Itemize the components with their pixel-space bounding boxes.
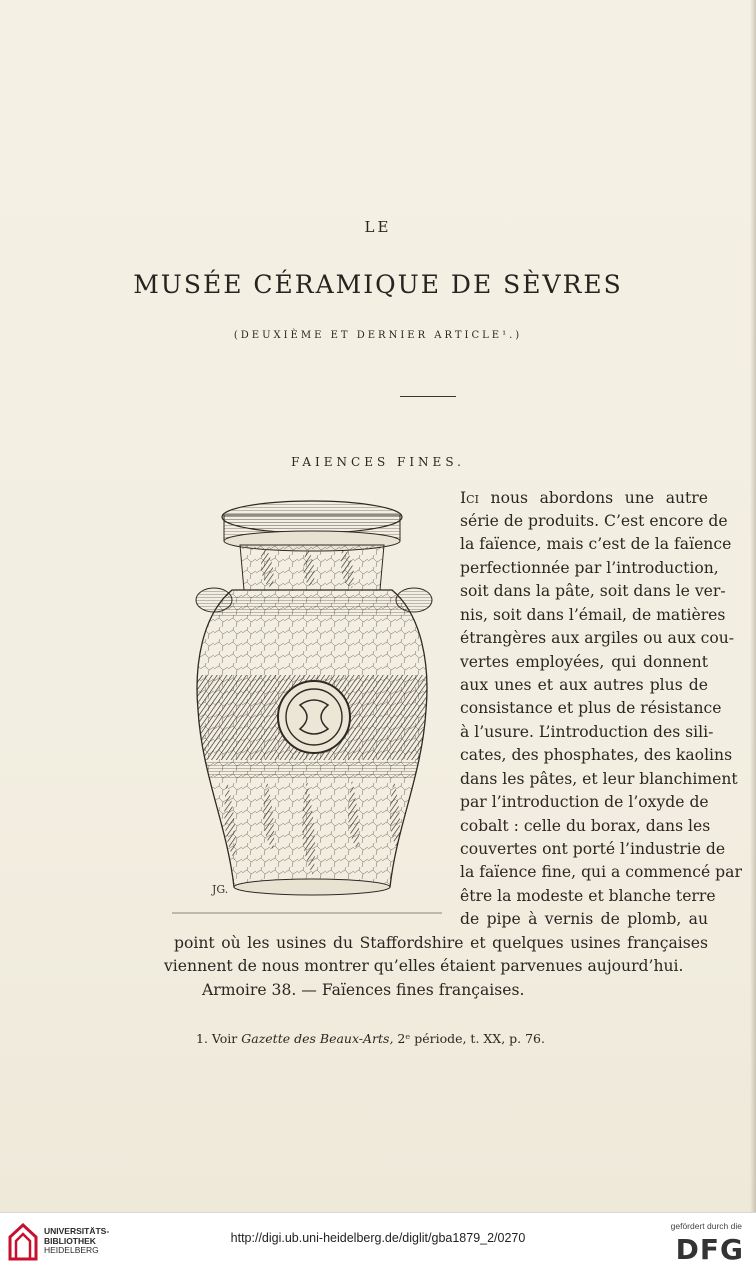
body-line: vertes employées, qui donnent: [460, 653, 708, 671]
university-name[interactable]: UNIVERSITÄTS- BIBLIOTHEK HEIDELBERG: [44, 1226, 110, 1255]
section-heading: FAIENCES FINES.: [291, 455, 465, 469]
funding-note: gefördert durch die: [670, 1221, 742, 1231]
viewer-footer: [0, 1212, 756, 1270]
body-line: Ici nous abordons une autre: [460, 489, 708, 507]
vase-illustration: [172, 495, 462, 925]
title-divider: [400, 396, 456, 397]
body-line: dans les pâtes, et leur blanchiment: [460, 770, 738, 788]
body-line: de pipe à vernis de plomb, au: [460, 910, 708, 928]
body-line: cobalt : celle du borax, dans les: [460, 817, 711, 835]
body-line: la faïence fine, qui a commencé par: [460, 863, 742, 881]
permalink-url[interactable]: http://digi.ub.uni-heidelberg.de/diglit/gba1879_2/0270: [230, 1231, 526, 1245]
body-line: couvertes ont porté l’industrie de: [460, 840, 726, 858]
drop-cap: Ici: [460, 489, 479, 507]
body-line: consistance et plus de résistance: [460, 699, 722, 717]
footnote: 1. Voir Gazette des Beaux-Arts, 2ᵉ période, t. XX, p. 76.: [196, 1031, 545, 1046]
engraver-signature: JG.: [212, 883, 229, 896]
body-line: par l’introduction de l’oxyde de: [460, 793, 709, 811]
body-line: étrangères aux argiles ou aux cou-: [460, 629, 735, 647]
body-line: cates, des phosphates, des kaolins: [460, 746, 733, 764]
heading-le: LE: [364, 218, 392, 236]
body-line: nis, soit dans l’émail, de matières: [460, 606, 726, 624]
body-line: être la modeste et blanche terre: [460, 887, 716, 905]
body-line: perfectionnée par l’introduction,: [460, 559, 719, 577]
armoire-caption: Armoire 38. — Faïences fines françaises.: [202, 981, 525, 999]
article-title: MUSÉE CÉRAMIQUE DE SÈVRES: [133, 270, 623, 299]
body-line: à l’usure. L’introduction des sili-: [460, 723, 714, 741]
body-line: la faïence, mais c’est de la faïence: [460, 535, 732, 553]
body-line: viennent de nous montrer qu’elles étaient parvenues aujourd’hui.: [164, 957, 684, 975]
body-line: aux unes et aux autres plus de: [460, 676, 708, 694]
body-line: soit dans la pâte, soit dans le ver-: [460, 582, 726, 600]
dfg-logo[interactable]: DFG: [675, 1233, 744, 1266]
body-line: série de produits. C’est encore de: [460, 512, 728, 530]
article-subtitle: (DEUXIÈME ET DERNIER ARTICLE¹.): [233, 330, 523, 341]
body-line: point où les usines du Staffordshire et quelques usines françaises: [174, 934, 708, 952]
